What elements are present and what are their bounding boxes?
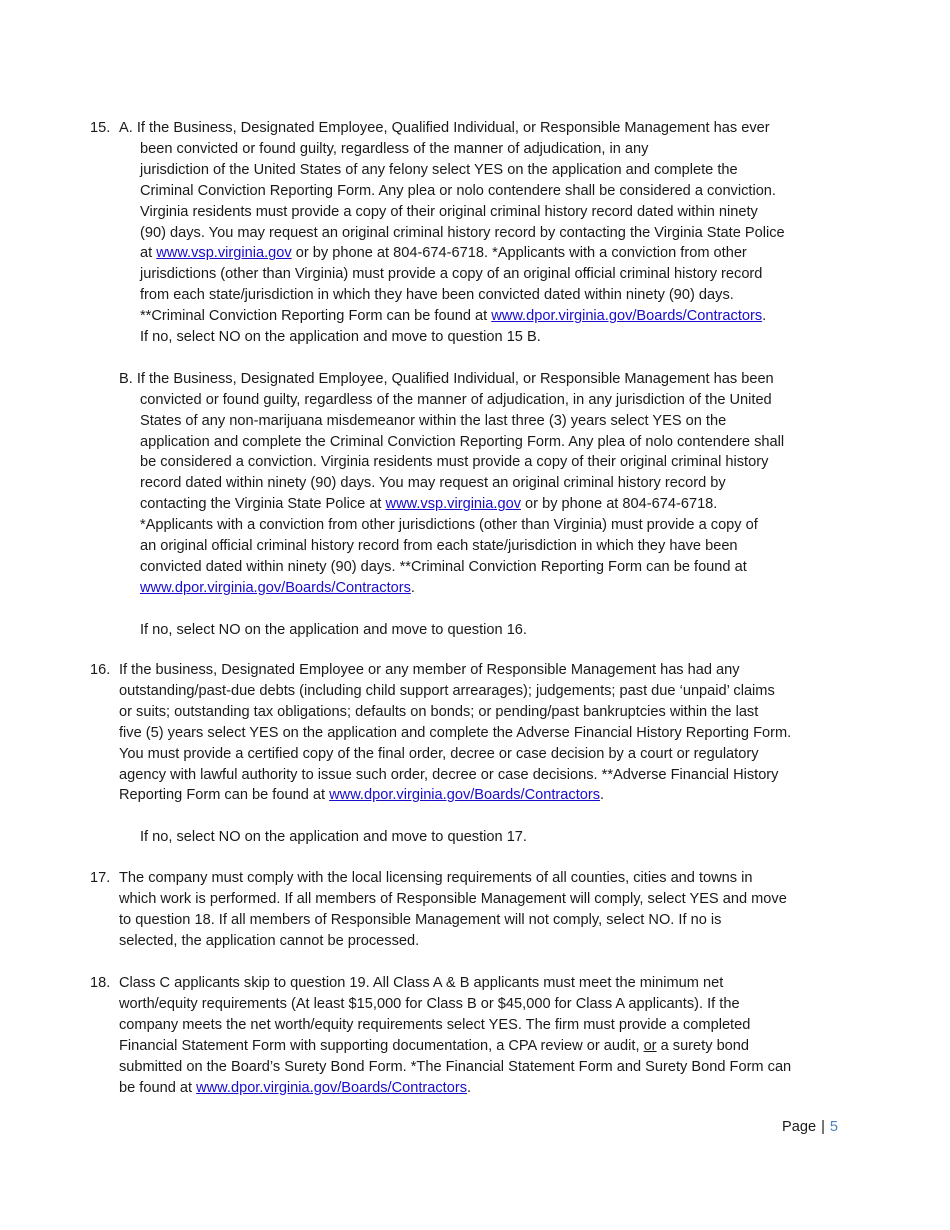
- text-line: [140, 202, 758, 223]
- text-segment: .: [467, 1079, 472, 1096]
- text-segment: If no, select NO on the application and move to question 17.: [140, 829, 527, 846]
- text-line: [119, 660, 740, 681]
- text-line: [119, 1078, 471, 1099]
- web-link[interactable]: www.vsp.virginia.gov: [385, 496, 521, 513]
- text-segment: jurisdiction of the United States of any felony select YES on the application and complete the: [140, 161, 738, 178]
- text-line: [140, 327, 541, 348]
- text-segment: convicted dated within ninety (90) days. **Criminal Conviction Reporting Form can be found at: [140, 558, 747, 575]
- item-number: 18.: [90, 975, 111, 991]
- text-line: [140, 139, 648, 160]
- text-segment: If no, select NO on the application and move to question 15 B.: [140, 329, 541, 345]
- text-segment: A. If the Business, Designated Employee, Qualified Individual, or Responsible Management has ever: [119, 120, 770, 136]
- text-segment: jurisdictions (other than Virginia) must provide a copy of an original official criminal history record: [140, 266, 763, 283]
- text-segment: convicted or found guilty, regardless of the manner of adjudication, in any jurisdiction of the United: [140, 391, 772, 408]
- text-line: [140, 160, 738, 181]
- text-line: [119, 118, 770, 139]
- text-segment: five (5) years select YES on the application and complete the Adverse Financial History Reporting Form.: [119, 724, 792, 741]
- text-segment: be considered a conviction. Virginia residents must provide a copy of their original criminal history: [140, 454, 769, 471]
- text-segment: be found at: [119, 1079, 197, 1096]
- page-separator: |: [821, 1119, 825, 1135]
- text-line: [119, 931, 419, 952]
- text-segment: *Applicants with a conviction from other jurisdictions (other than Virginia) must provide a copy of: [140, 517, 758, 534]
- text-line: [140, 452, 768, 473]
- text-segment: selected, the application cannot be processed.: [119, 932, 420, 949]
- text-line: [119, 1057, 791, 1078]
- text-segment: company meets the net worth/equity requirements select YES. The firm must provide a completed: [119, 1016, 751, 1033]
- text-line: [119, 369, 774, 390]
- text-line: [140, 285, 734, 306]
- text-segment: outstanding/past-due debts (including child support arrearages); judgements; past due ‘unpaid’ claims: [119, 682, 775, 699]
- text-segment: worth/equity requirements (At least $15,000 for Class B or $45,000 for Class A applicants). If the: [119, 995, 740, 1012]
- text-line: [140, 515, 758, 536]
- text-line: [119, 723, 791, 744]
- text-line: [119, 702, 758, 723]
- page-footer: [782, 1117, 838, 1138]
- web-link[interactable]: www.dpor.virginia.gov/Boards/Contractors: [491, 308, 763, 325]
- text-line: [140, 494, 717, 515]
- text-line: [140, 243, 747, 264]
- text-segment: to question 18. If all members of Responsible Management will not comply, select NO. If no is: [119, 911, 722, 928]
- text-segment: Reporting Form can be found at: [119, 787, 330, 804]
- text-segment: Criminal Conviction Reporting Form. Any plea or nolo contendere shall be considered a conviction.: [140, 182, 776, 199]
- web-link[interactable]: www.vsp.virginia.gov: [156, 245, 292, 262]
- text-line: [140, 411, 726, 432]
- item-number: 15.: [90, 120, 111, 136]
- text-segment: which work is performed. If all members of Responsible Management will comply, select YES and move: [119, 890, 787, 907]
- text-segment: from each state/jurisdiction in which they have been convicted dated within ninety (90) days.: [140, 287, 734, 304]
- text-line: [119, 765, 778, 786]
- text-line: [140, 181, 776, 202]
- text-segment: application and complete the Criminal Conviction Reporting Form. Any plea of nolo contendere shall: [140, 433, 785, 450]
- text-segment: B. If the Business, Designated Employee, Qualified Individual, or Responsible Management has been: [119, 370, 774, 387]
- text-line: [119, 744, 759, 765]
- text-line: [119, 1036, 749, 1057]
- text-segment: If no, select NO on the application and move to question 16.: [140, 621, 527, 638]
- text-segment: If the business, Designated Employee or any member of Responsible Management has had any: [119, 662, 740, 678]
- text-line: [119, 889, 787, 910]
- text-line: [140, 536, 738, 557]
- text-segment: The company must comply with the local licensing requirements of all counties, cities and towns in: [119, 870, 753, 886]
- text-segment: .: [762, 308, 767, 325]
- text-segment: You must provide a certified copy of the final order, decree or case decision by a court or regulatory: [119, 745, 759, 762]
- text-segment: Class C applicants skip to question 19. All Class A & B applicants must meet the minimum net: [119, 975, 724, 991]
- text-line: [119, 868, 753, 889]
- text-segment: .: [600, 787, 605, 804]
- text-segment: a surety bond: [656, 1037, 750, 1054]
- text-segment: or suits; outstanding tax obligations; defaults on bonds; or pending/past bankruptcies within the last: [119, 703, 759, 720]
- underlined-text: or: [643, 1037, 657, 1054]
- text-segment: agency with lawful authority to issue such order, decree or case decisions. **Adverse Financial History: [119, 766, 779, 783]
- text-segment: .: [410, 579, 415, 596]
- text-line: [119, 973, 723, 994]
- text-line: [140, 557, 747, 578]
- text-segment: record dated within ninety (90) days. You may request an original criminal history record by: [140, 475, 726, 492]
- text-segment: submitted on the Board’s Surety Bond Form. *The Financial Statement Form and Surety Bond Form can: [119, 1058, 792, 1075]
- text-line: [140, 264, 762, 285]
- text-line: [119, 910, 721, 931]
- page-label: Page: [781, 1119, 817, 1135]
- web-link[interactable]: www.dpor.virginia.gov/Boards/Contractors: [196, 1079, 468, 1096]
- text-line: [140, 578, 415, 599]
- text-segment: Financial Statement Form with supporting documentation, a CPA review or audit,: [119, 1037, 644, 1054]
- page-number: 5: [829, 1119, 838, 1135]
- text-segment: or by phone at 804-674-6718. *Applicants with a conviction from other: [291, 245, 747, 262]
- text-segment: States of any non-marijuana misdemeanor within the last three (3) years select YES on the: [140, 412, 727, 429]
- text-line: [140, 827, 527, 848]
- text-line: [140, 473, 726, 494]
- text-segment: (90) days. You may request an original criminal history record by contacting the Virginia State Police: [140, 224, 785, 241]
- web-link[interactable]: www.dpor.virginia.gov/Boards/Contractors: [140, 579, 411, 596]
- text-segment: or by phone at 804-674-6718.: [521, 496, 718, 513]
- text-segment: been convicted or found guilty, regardless of the manner of adjudication, in any: [140, 140, 649, 157]
- text-line: [119, 681, 775, 702]
- text-line: [140, 390, 772, 411]
- text-line: [140, 306, 766, 327]
- item-number: 16.: [90, 662, 111, 678]
- text-line: [119, 1015, 750, 1036]
- text-segment: contacting the Virginia State Police at: [140, 496, 386, 513]
- item-number: 17.: [90, 870, 111, 886]
- text-line: [119, 785, 604, 806]
- text-line: [140, 223, 785, 244]
- text-segment: at: [140, 245, 157, 262]
- text-segment: **Criminal Conviction Reporting Form can be found at: [140, 308, 492, 325]
- text-segment: Virginia residents must provide a copy of their original criminal history record dated within ninety: [140, 203, 758, 220]
- text-line: [119, 994, 740, 1015]
- text-line: [140, 620, 527, 641]
- text-segment: an original official criminal history record from each state/jurisdiction in which they have been: [140, 538, 738, 554]
- web-link[interactable]: www.dpor.virginia.gov/Boards/Contractors: [329, 787, 601, 804]
- text-line: [140, 432, 784, 453]
